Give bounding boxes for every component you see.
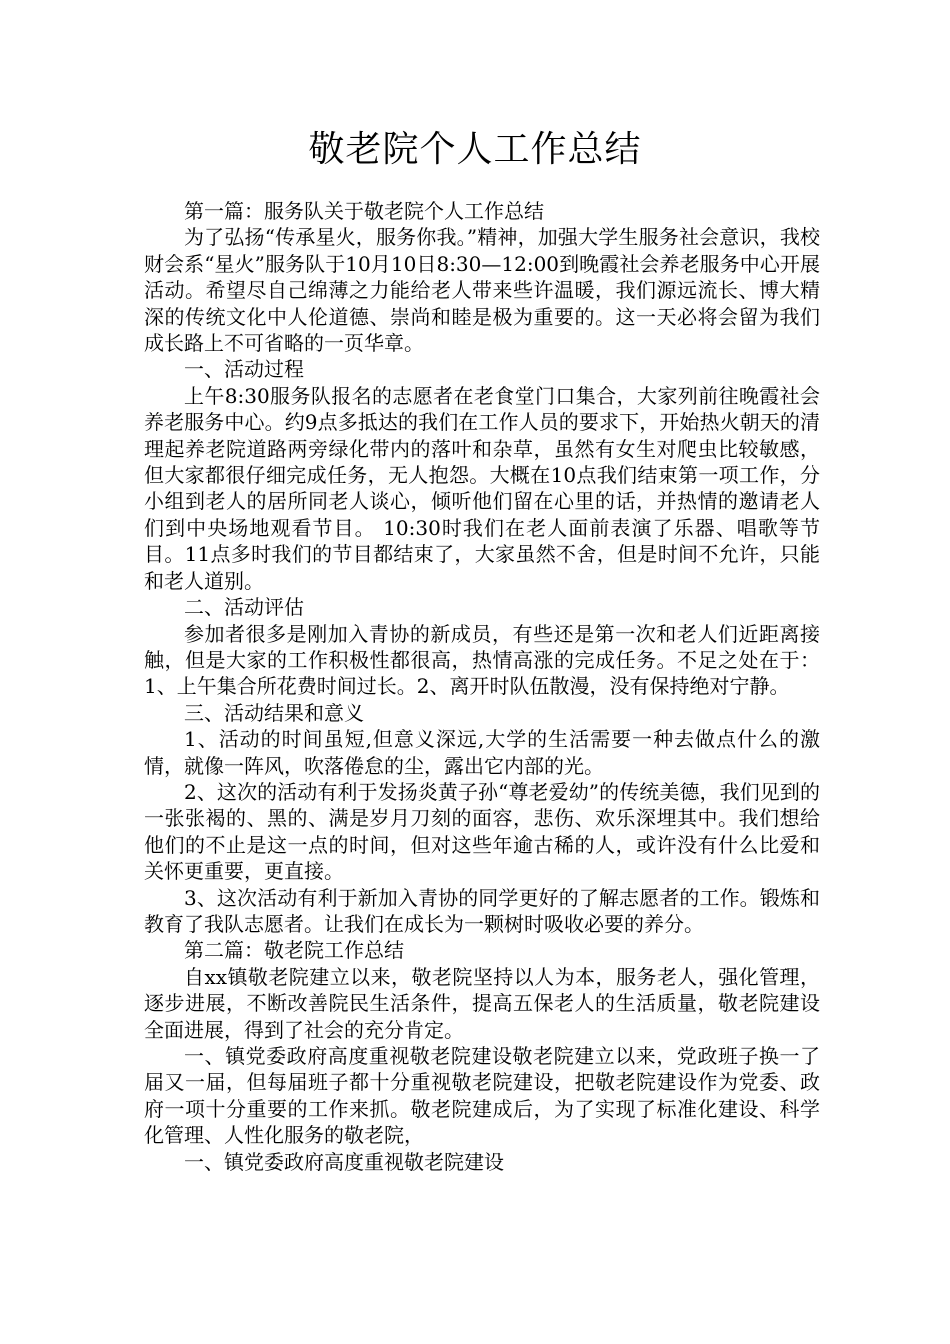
section-heading-party-attention: 一、镇党委政府高度重视敬老院建设 <box>184 1149 504 1174</box>
paragraph-intro: 为了弘扬“传承星火，服务你我。”精神，加强大学生服务社会意识，我校财会系“星火”服务队于10月10日8:30—12:00到晚霞社会养老服务中心开展活动。希望尽自己绵薄之力能给老人带来些许温暖，我们源远流长、博大精深的传统文化中人伦道德、崇尚和睦是极为重要的。这一天必将会留为我们成长路上不可省略的一页华章。 <box>144 225 820 356</box>
paragraph-activity-evaluation: 参加者很多是刚加入青协的新成员，有些还是第一次和老人们近距离接触，但是大家的工作积极性都很高，热情高涨的完成任务。不足之处在于：1、上午集合所花费时间过长。2、离开时队伍散漫，没有保持绝对宁静。 <box>144 621 820 699</box>
paragraph-party-attention: 一、镇党委政府高度重视敬老院建设敬老院建立以来，党政班子换一了届又一届，但每届班子都十分重视敬老院建设，把敬老院建设作为党委、政府一项十分重要的工作来抓。敬老院建成后，为了实现了标准化建设、科学化管理、人性化服务的敬老院， <box>144 1044 820 1148</box>
paragraph-heading-part-1: 第一篇：服务队关于敬老院个人工作总结 <box>184 199 544 223</box>
paragraph-part-2-intro: 自xx镇敬老院建立以来，敬老院坚持以人为本，服务老人，强化管理，逐步进展，不断改善院民生活条件，提高五保老人的生活质量，敬老院建设全面进展，得到了社会的充分肯定。 <box>144 964 820 1042</box>
document-body <box>144 198 820 1175</box>
section-heading-activity-process: 一、活动过程 <box>184 357 304 382</box>
section-heading-results-meaning: 三、活动结果和意义 <box>184 700 364 725</box>
paragraph-activity-process: 上午8:30服务队报名的志愿者在老食堂门口集合，大家列前往晚霞社会养老服务中心。约9点多抵达的我们在工作人员的要求下，开始热火朝天的清理起养老院道路两旁绿化带内的落叶和杂草，虽然有女生对爬虫比较敏感，但大家都很仔细完成任务，无人抱怨。大概在10点我们结束第一项工作，分小组到老人的居所同老人谈心，倾听他们留在心里的话，并热情的邀请老人们到中央场地观看节目。 10:30时我们在老人面前表演了乐器、唱歌等节目。11点多时我们的节目都结束了，大家虽然不舍，但是时间不允许，只能和老人道别。 <box>144 383 820 593</box>
paragraph-result-2: 2、这次的活动有利于发扬炎黄子孙“尊老爱幼”的传统美德，我们见到的一张张褐的、黑的、满是岁月刀刻的面容，悲伤、欢乐深埋其中。我们想给他们的不止是这一点的时间，但对这些年逾古稀的人，或许没有什么比爱和关怀更重要，更直接。 <box>144 779 820 884</box>
section-heading-activity-evaluation: 二、活动评估 <box>184 595 304 620</box>
document-title: 敬老院个人工作总结 <box>308 129 642 170</box>
paragraph-result-1: 1、活动的时间虽短,但意义深远,大学的生活需要一种去做点什么的激情，就像一阵风，吹落倦怠的尘，露出它内部的光。 <box>144 727 820 778</box>
paragraph-result-3: 3、这次活动有利于新加入青协的同学更好的了解志愿者的工作。锻炼和教育了我队志愿者。让我们在成长为一颗树时吸收必要的养分。 <box>144 885 820 936</box>
paragraph-heading-part-2: 第二篇：敬老院工作总结 <box>184 938 404 963</box>
